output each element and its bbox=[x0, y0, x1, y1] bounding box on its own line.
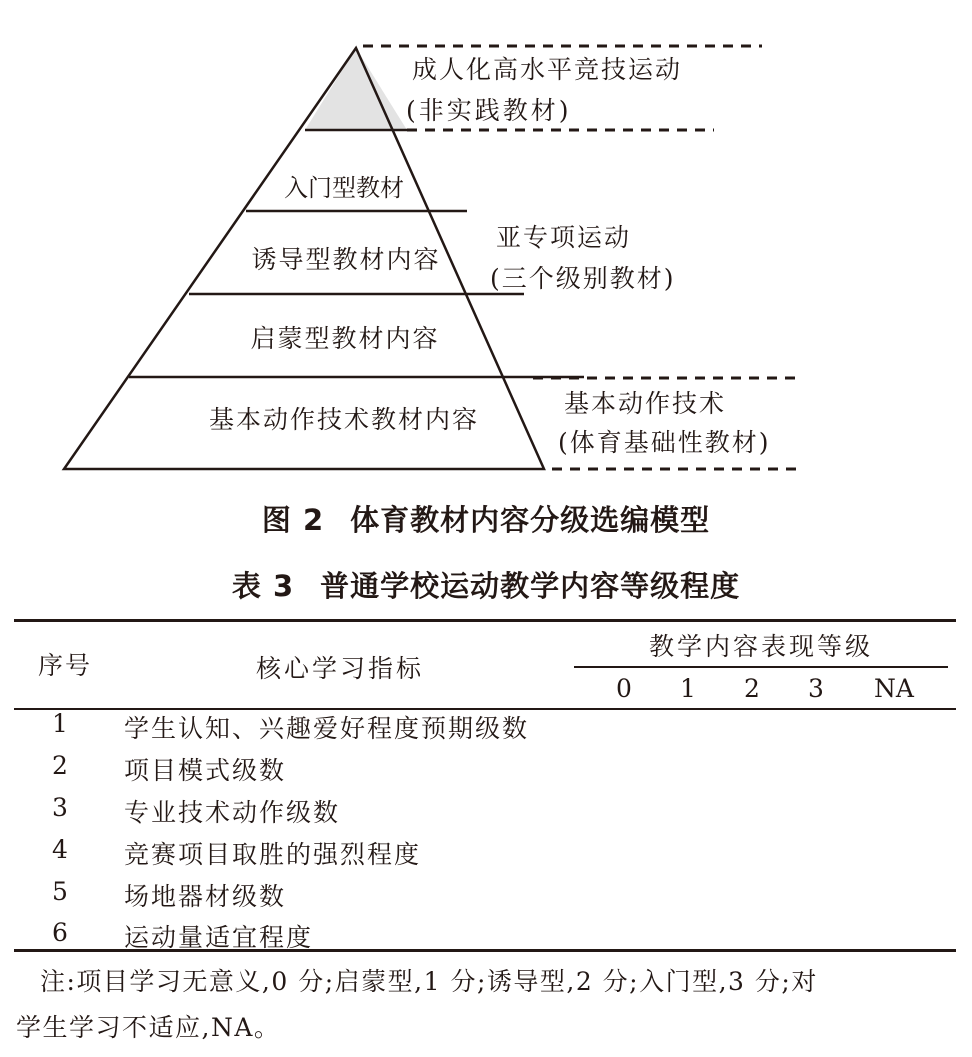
table-caption-number: 表 3 bbox=[231, 569, 295, 603]
table-row-1-num: 1 bbox=[52, 709, 68, 738]
table-caption-title: 普通学校运动教学内容等级程度 bbox=[320, 569, 741, 603]
table-row-4-num: 4 bbox=[52, 835, 68, 864]
middle-label-line1: 亚专项运动 bbox=[496, 223, 632, 252]
pyramid-level-2: 诱导型教材内容 bbox=[251, 245, 441, 274]
table-row-3-text: 专业技术动作级数 bbox=[124, 798, 341, 827]
pyramid-level-4: 基本动作技术教材内容 bbox=[208, 405, 480, 434]
table-row-6-text: 运动量适宜程度 bbox=[124, 923, 314, 952]
header-level-2: 2 bbox=[744, 674, 760, 703]
pyramid-level-1: 入门型教材 bbox=[284, 174, 404, 202]
table-note-line1: 注:项目学习无意义,0 分;启蒙型,1 分;诱导型,2 分;入门型,3 分;对 bbox=[40, 967, 818, 996]
pyramid-level-3: 启蒙型教材内容 bbox=[250, 324, 440, 353]
table-top-rule bbox=[14, 619, 956, 622]
table-header-group-rule bbox=[574, 666, 948, 668]
bottom-label-line2: (体育基础性教材) bbox=[558, 428, 771, 457]
header-seq: 序号 bbox=[38, 651, 93, 680]
header-level-3: 3 bbox=[808, 674, 824, 703]
pyramid-diagram bbox=[0, 0, 972, 500]
table-row-2-text: 项目模式级数 bbox=[124, 756, 287, 785]
table-caption bbox=[0, 564, 972, 605]
table-row-5-num: 5 bbox=[52, 877, 68, 906]
figure-caption-title: 体育教材内容分级选编模型 bbox=[350, 503, 711, 537]
top-label-line2: (非实践教材) bbox=[406, 96, 572, 125]
figure-caption-number: 图 2 bbox=[261, 503, 325, 537]
pyramid-apex bbox=[305, 48, 407, 130]
table-row-4-text: 竞赛项目取胜的强烈程度 bbox=[124, 840, 422, 869]
figure-caption bbox=[0, 498, 972, 539]
table-row-2-num: 2 bbox=[52, 751, 68, 780]
header-level-na: NA bbox=[874, 674, 914, 703]
top-label-line1: 成人化高水平竞技运动 bbox=[412, 55, 683, 84]
header-indicator: 核心学习指标 bbox=[256, 654, 425, 683]
header-level-group: 教学内容表现等级 bbox=[648, 632, 873, 661]
table-row-1-text: 学生认知、兴趣爱好程度预期级数 bbox=[124, 714, 530, 743]
header-level-1: 1 bbox=[680, 674, 696, 703]
table-row-5-text: 场地器材级数 bbox=[124, 882, 287, 911]
table-note-line2: 学生学习不适应,NA。 bbox=[16, 1013, 281, 1042]
header-level-0: 0 bbox=[616, 674, 632, 703]
table-row-6-num: 6 bbox=[52, 918, 68, 947]
middle-label-line2: (三个级别教材) bbox=[490, 264, 676, 293]
bottom-label-line1: 基本动作技术 bbox=[564, 389, 727, 418]
table-row-3-num: 3 bbox=[52, 793, 68, 822]
